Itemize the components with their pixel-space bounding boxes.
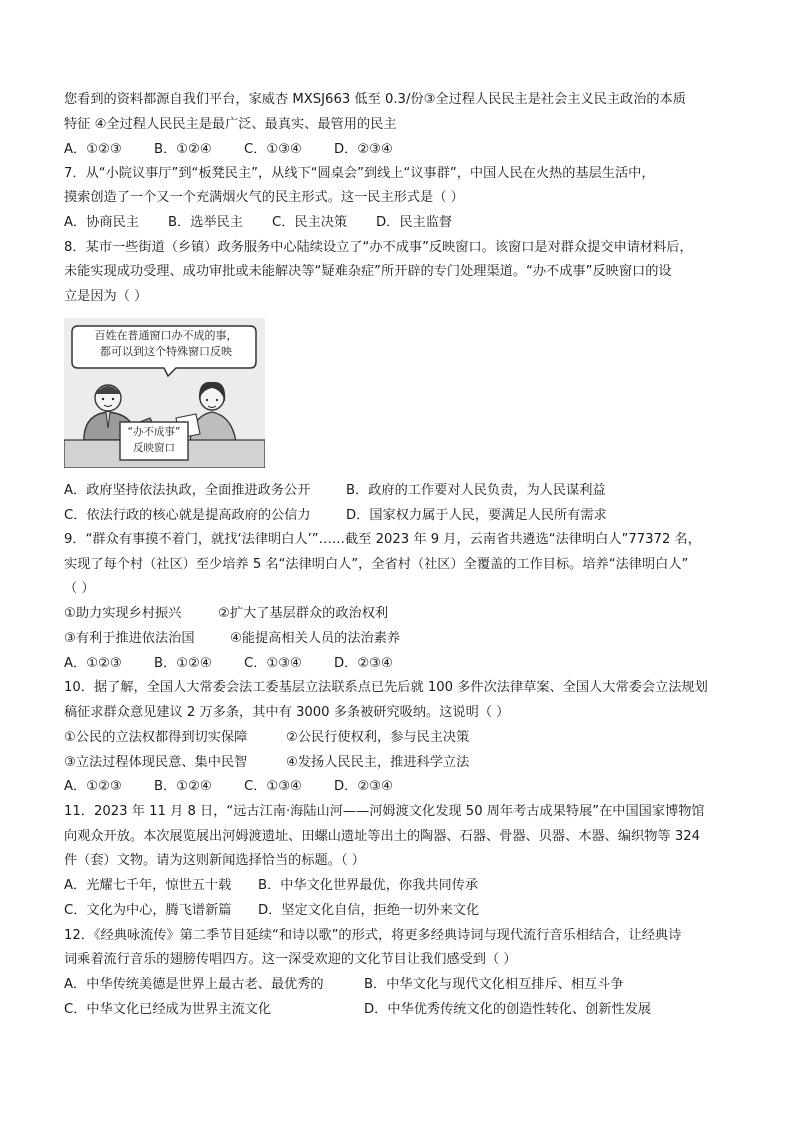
q10-stem-line-2: 稿征求群众意见建议 2 万多条，其中有 3000 多条被研究吸纳。这说明（ ） [64,705,510,720]
q7-option-d[interactable]: D．民主监督 [376,215,453,230]
q12-option-a[interactable]: A．中华传统美德是世界上最古老、最优秀的 [64,977,324,992]
q10-items-row-2 [64,753,744,773]
q8-cartoon [64,318,265,468]
q6-options [64,140,744,160]
q9-options [64,654,744,674]
q8-stem-line-2: 未能实现成功受理、成功审批或未能解决等“疑难杂症”所开辟的专门处理渠道。“办不成事”反映窗口的设 [64,264,672,279]
q11-stem-line-2: 向观众开放。本次展览展出河姆渡遗址、田螺山遗址等出土的陶器、石器、骨器、贝器、木器、编织物等 324 [64,829,700,844]
q7-option-b[interactable]: B．选举民主 [168,215,243,230]
q12-stem-line-1: 12．《经典咏流传》第二季节目延续“和诗以歌”的形式，将更多经典诗词与现代流行音乐相结合，让经典诗 [64,928,682,943]
q10-option-b[interactable]: B．①②④ [154,779,212,794]
q9-item-1: ①助力实现乡村振兴 [64,606,182,621]
q11-options-row-1 [64,876,744,896]
cartoon-speech-bubble [78,328,254,360]
q8-option-c[interactable]: C．依法行政的核心就是提高政府的公信力 [64,508,311,523]
q9-item-4: ④能提高相关人员的法治素养 [230,631,401,646]
q11-stem-line-3: 件（套）文物。请为这则新闻选择恰当的标题。（ ） [64,853,365,868]
q8-stem-line-3: 立是因为（ ） [64,289,148,304]
watermark-line: 您看到的资料都源自我们平台，家威杏 MXSJ663 低至 0.3/份③全过程人民民主是社会主义民主政治的本质 [64,92,686,107]
q10-stem-line-1: 10．据了解，全国人大常委会法工委基层立法联系点已先后就 100 多件次法律草案、全国人大常委会立法规划 [64,680,708,695]
q6-option-a[interactable]: A．①②③ [64,142,122,157]
q9-item-3: ③有利于推进依法治国 [64,631,195,646]
q7-option-a[interactable]: A．协商民主 [64,215,139,230]
q8-option-d[interactable]: D．国家权力属于人民，要满足人民所有需求 [346,508,607,523]
q11-stem-line-1: 11．2023 年 11 月 8 日，“远古江南·海陆山河——河姆渡文化发现 50 周年考古成果特展”在中国国家博物馆 [64,804,705,819]
q10-option-a[interactable]: A．①②③ [64,779,122,794]
q7-stem-line-2: 摸索创造了一个又一个充满烟火气的民主形式。这一民主形式是（ ） [64,190,464,205]
q10-items-row-1 [64,728,744,748]
q7-option-c[interactable]: C．民主决策 [272,215,348,230]
q10-options [64,777,744,797]
q11-option-a[interactable]: A．光耀七千年，惊世五十载 [64,878,232,893]
q9-stem-line-1: 9．“群众有事摸不着门，就找‘法律明白人’”……截至 2023 年 9 月，云南省共遴选“法律明白人”77372 名， [64,532,701,547]
q11-option-d[interactable]: D．坚定文化自信，拒绝一切外来文化 [258,903,480,918]
q9-items-row-1 [64,604,744,624]
q9-option-d[interactable]: D．②③④ [334,656,393,671]
q11-option-b[interactable]: B．中华文化世界最优，你我共同传承 [258,878,479,893]
sign-line-2: 反映窗口 [133,442,175,454]
q12-options-row-2 [64,1000,744,1020]
q8-stem-line-1: 8．某市一些街道（乡镇）政务服务中心陆续设立了“办不成事”反映窗口。该窗口是对群众提交申请材料后， [64,240,693,255]
q11-options-row-2 [64,901,744,921]
q7-options [64,213,744,233]
q9-option-c[interactable]: C．①③④ [244,656,302,671]
q10-item-4: ④发扬人民民主，推进科学立法 [286,755,470,770]
bubble-line-2: 都可以到这个特殊窗口反映 [100,345,232,358]
q6-option-d[interactable]: D．②③④ [334,142,393,157]
q9-option-a[interactable]: A．①②③ [64,656,122,671]
q10-item-1: ①公民的立法权都得到切实保障 [64,730,248,745]
q9-item-2: ②扩大了基层群众的政治权利 [218,606,389,621]
q12-option-d[interactable]: D．中华优秀传统文化的创造性转化、创新性发展 [364,1002,652,1017]
q9-items-row-2 [64,629,744,649]
q7-stem-line-1: 7．从“小院议事厅”到“板凳民主”，从线下“圆桌会”到线上“议事群”，中国人民在火热的基层生活中， [64,166,655,181]
q6-option-b[interactable]: B．①②④ [154,142,212,157]
q8-options-row-1 [64,481,744,501]
q11-option-c[interactable]: C．文化为中心，腾飞谱新篇 [64,903,232,918]
q12-options-row-1 [64,975,744,995]
q8-option-b[interactable]: B．政府的工作要对人民负责，为人民谋利益 [346,483,606,498]
bubble-line-1: 百姓在普通窗口办不成的事， [94,329,238,342]
sign-line-1: “办不成事” [127,426,181,438]
q12-option-b[interactable]: B．中华文化与现代文化相互排斥、相互斗争 [364,977,624,992]
cartoon-window-sign [120,424,188,456]
q10-option-d[interactable]: D．②③④ [334,779,393,794]
q9-stem-line-2: 实现了每个村（社区）至少培养 5 名“法律明白人”，全省村（社区）全覆盖的工作目标。培养“法律明白人” [64,557,689,572]
q12-stem-line-2: 词乘着流行音乐的翅膀传唱四方。这一深受欢迎的文化节目让我们感受到（ ） [64,952,517,967]
q10-option-c[interactable]: C．①③④ [244,779,302,794]
q8-options-row-2 [64,506,744,526]
q6-continuation: 特征 ④全过程人民民主是最广泛、最真实、最管用的民主 [64,117,397,132]
q12-option-c[interactable]: C．中华文化已经成为世界主流文化 [64,1002,272,1017]
q8-option-a[interactable]: A．政府坚持依法执政，全面推进政务公开 [64,483,311,498]
q9-stem-line-3: （ ） [64,581,95,596]
q9-option-b[interactable]: B．①②④ [154,656,212,671]
q10-item-2: ②公民行使权利，参与民主决策 [286,730,470,745]
q6-option-c[interactable]: C．①③④ [244,142,302,157]
q10-item-3: ③立法过程体现民意、集中民智 [64,755,248,770]
